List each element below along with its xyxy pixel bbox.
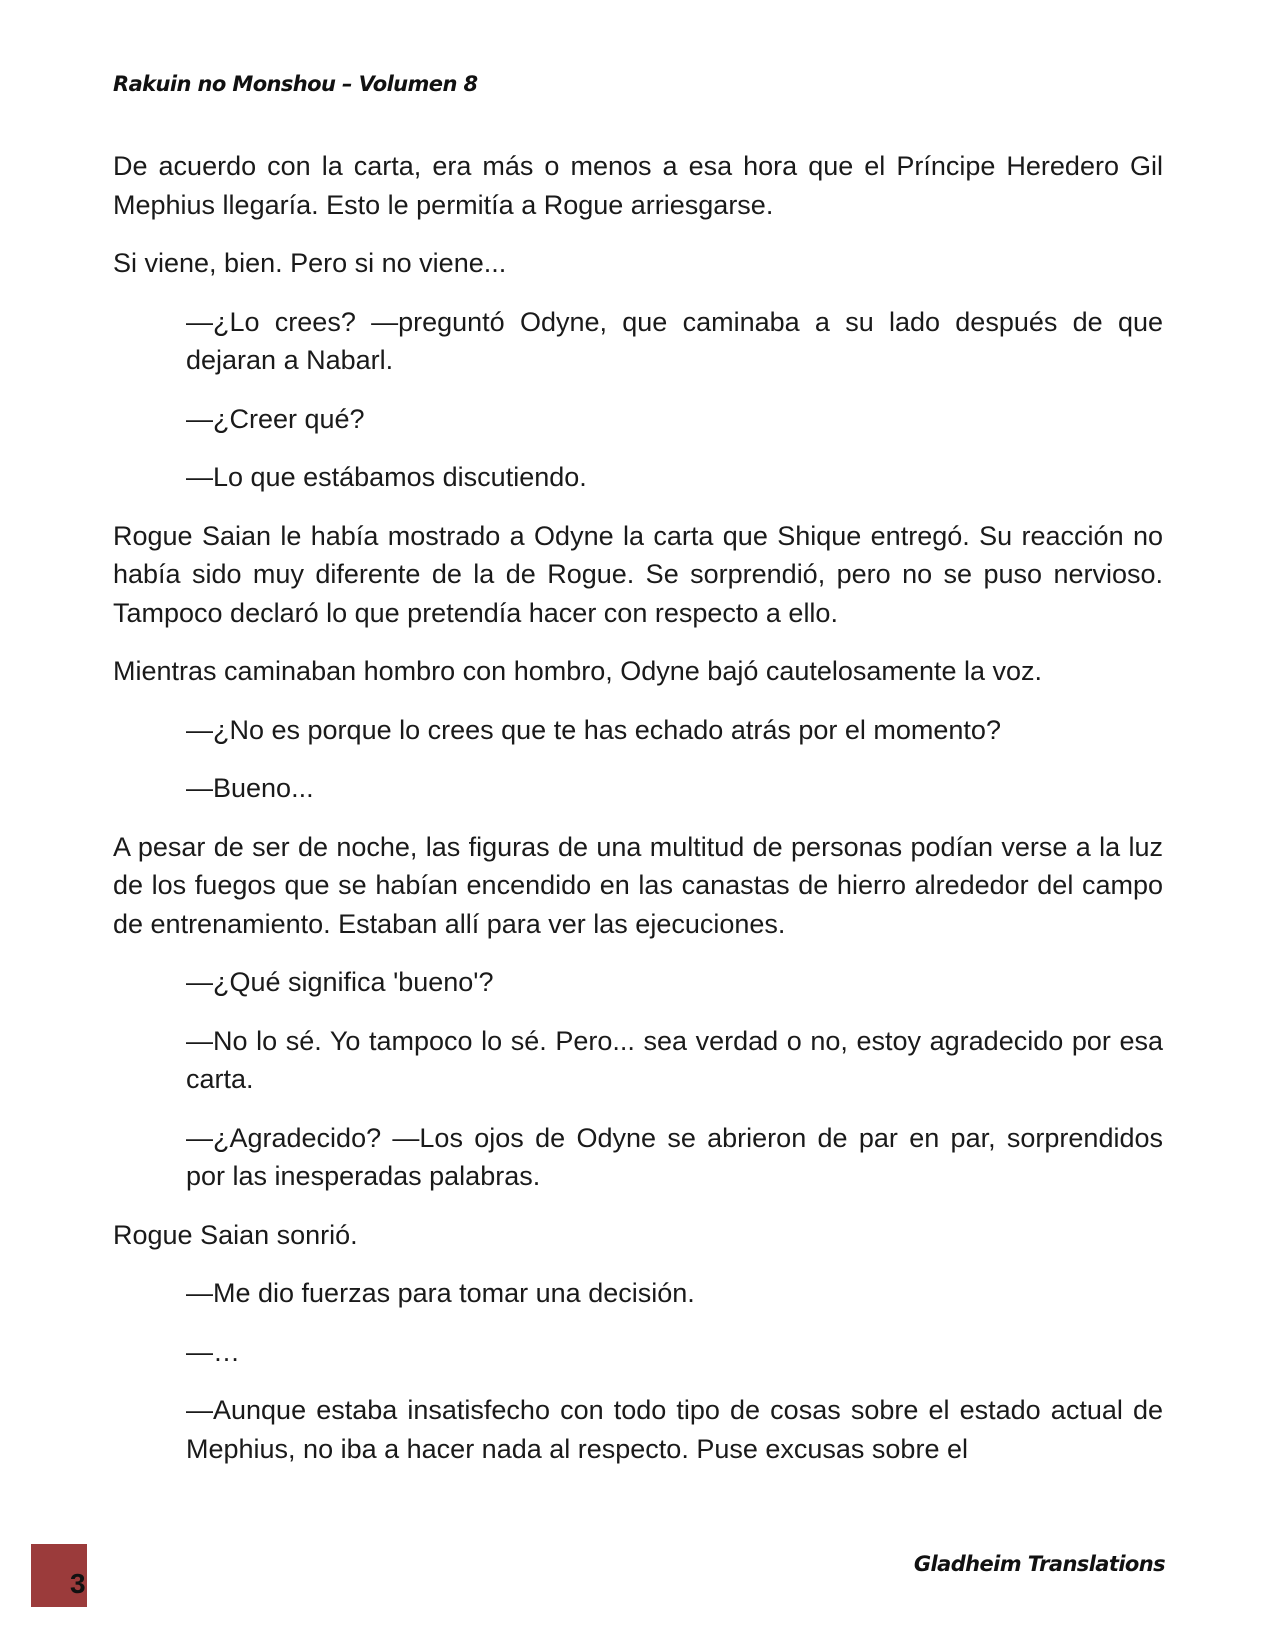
narration-paragraph: De acuerdo con la carta, era más o menos a esa hora que el Príncipe Heredero Gil Mephius llegaría. Esto le permitía a Rogue arriesgarse.: [113, 151, 1163, 220]
dialog-paragraph: —Me dio fuerzas para tomar una decisión.: [186, 1278, 695, 1308]
narration-paragraph: Rogue Saian le había mostrado a Odyne la carta que Shique entregó. Su reacción no había sido muy diferente de la de Rogue. Se sorprendió, pero no se puso nervioso. Tampoco declaró lo que pretendía hacer con respecto a ello.: [113, 520, 1163, 628]
page-number-underline: [31, 1604, 87, 1607]
document-body: [113, 147, 1163, 1488]
page-number: 3: [70, 1568, 86, 1599]
dialog-paragraph: —No lo sé. Yo tampoco lo sé. Pero... sea verdad o no, estoy agradecido por esa carta.: [186, 1025, 1163, 1094]
dialog-paragraph: —Lo que estábamos discutiendo.: [186, 462, 587, 492]
dialog-paragraph: —¿Creer qué?: [186, 403, 365, 434]
dialog-paragraph: —…: [186, 1336, 240, 1367]
running-header: Rakuin no Monshou – Volumen 8: [113, 72, 478, 96]
narration-paragraph: Si viene, bien. Pero si no viene...: [113, 248, 507, 278]
dialog-paragraph: —Aunque estaba insatisfecho con todo tipo de cosas sobre el estado actual de Mephius, no iba a hacer nada al respecto. Puse excusas sobre el: [186, 1395, 1163, 1464]
dialog-paragraph: —Bueno...: [186, 773, 314, 803]
dialog-paragraph: —¿No es porque lo crees que te has echado atrás por el momento?: [186, 714, 1001, 745]
dialog-paragraph: —¿Lo crees? —preguntó Odyne, que caminaba a su lado después de que dejaran a Nabarl.: [186, 306, 1163, 375]
narration-paragraph: A pesar de ser de noche, las figuras de una multitud de personas podían verse a la luz de los fuegos que se habían encendido en las canastas de hierro alrededor del campo de entrenamiento. Estaban allí para ver las ejecuciones.: [113, 831, 1163, 939]
narration-paragraph: Rogue Saian sonrió.: [113, 1219, 358, 1250]
dialog-paragraph: —¿Agradecido? —Los ojos de Odyne se abrieron de par en par, sorprendidos por las inesperadas palabras.: [186, 1122, 1163, 1191]
narration-paragraph: Mientras caminaban hombro con hombro, Odyne bajó cautelosamente la voz.: [113, 656, 1043, 686]
dialog-paragraph: —¿Qué significa 'bueno'?: [186, 967, 494, 997]
footer-brand: Gladheim Translations: [913, 1552, 1165, 1576]
